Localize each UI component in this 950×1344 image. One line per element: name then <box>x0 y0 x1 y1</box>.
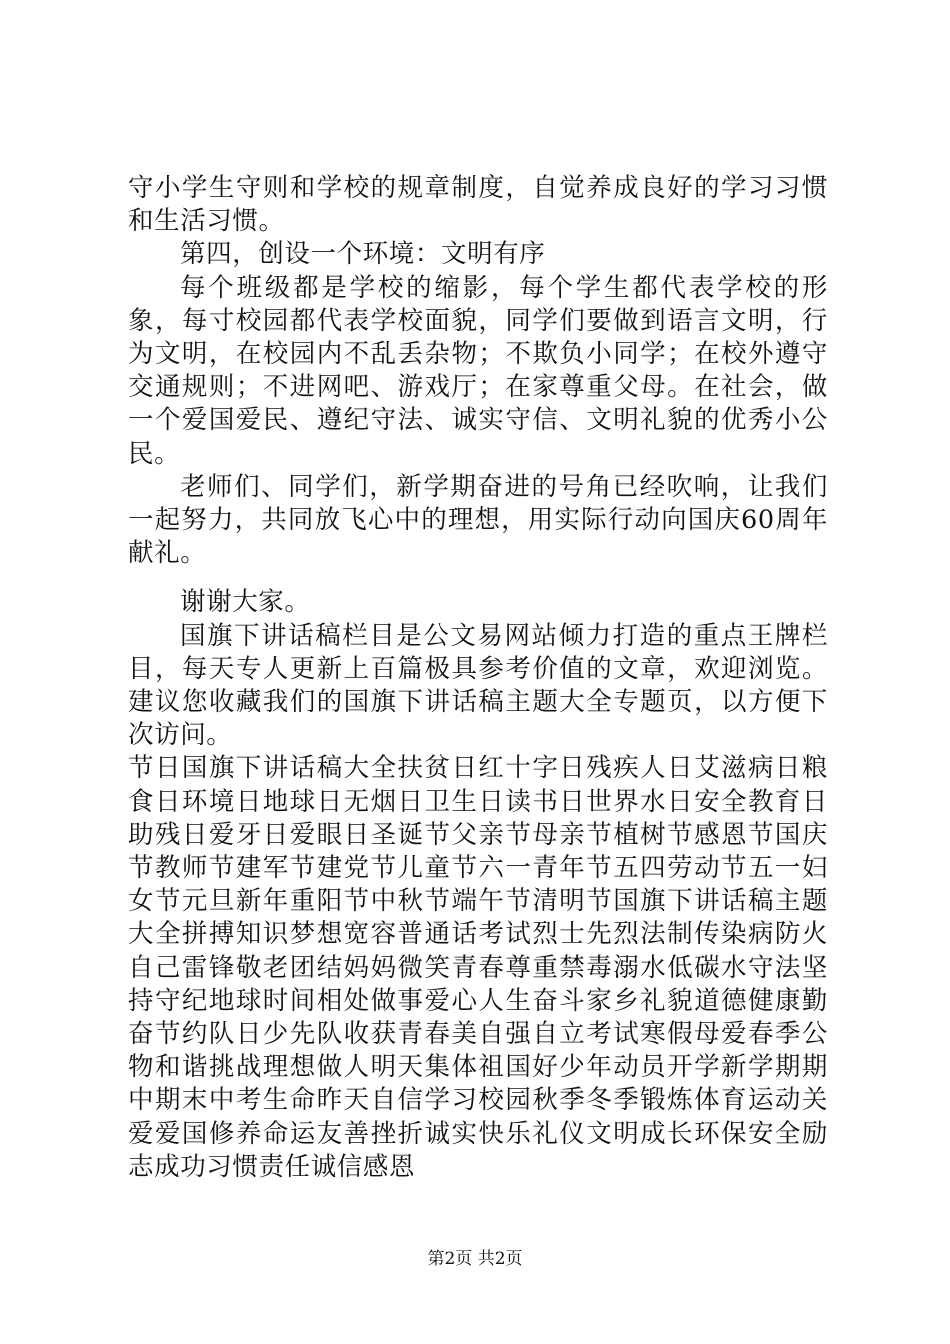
paragraph-continuation: 守小学生守则和学校的规章制度，自觉养成良好的学习习惯和生活习惯。 <box>128 173 828 237</box>
document-body <box>128 172 828 1184</box>
site-notice-paragraph: 国旗下讲话稿栏目是公文易网站倾力打造的重点王牌栏目，每天专人更新上百篇极具参考价值的文章，欢迎浏览。建议您收藏我们的国旗下讲话稿主题大全专题页，以方便下次访问。 <box>128 620 828 751</box>
paragraph: 老师们、同学们，新学期奋进的号角已经吹响，让我们一起努力，共同放飞心中的理想，用实际行动向国庆60周年献礼。 <box>128 471 828 569</box>
page-number: 第2页 共2页 <box>427 1249 523 1269</box>
section-heading: 第四，创设一个环境：文明有序 <box>180 239 546 270</box>
topic-list-paragraph: 节日国旗下讲话稿大全扶贫日红十字日残疾人日艾滋病日粮食日环境日地球日无烟日卫生日读书日世界水日安全教育日助残日爱牙日爱眼日圣诞节父亲节母亲节植树节感恩节国庆节教师节建军节建党节儿童节六一青年节五四劳动节五一妇女节元旦新年重阳节中秋节端午节清明节国旗下讲话稿主题大全拼搏知识梦想宽容普通话考试烈士先烈法制传染病防火自己雷锋敬老团结妈妈微笑青春尊重禁毒溺水低碳水守法坚持守纪地球时间相处做事爱心人生奋斗家乡礼貌道德健康勤奋节约队日少先队收获青春美自强自立考试寒假母爱春季公物和谐挑战理想做人明天集体祖国好少年动员开学新学期期中期末中考生命昨天自信学习校园秋季冬季锻炼体育运动关爱爱国修养命运友善挫折诚实快乐礼仪文明成长环保安全励志成功习惯责任诚信感恩 <box>128 753 828 1182</box>
paragraph: 每个班级都是学校的缩影，每个学生都代表学校的形象，每寸校园都代表学校面貌，同学们要做到语言文明，行为文明，在校园内不乱丢杂物；不欺负小同学；在校外遵守交通规则；不进网吧、游戏厅；在家尊重父母。在社会，做一个爱国爱民、遵纪守法、诚实守信、文明礼貌的优秀小公民。 <box>128 272 828 469</box>
closing-line: 谢谢大家。 <box>180 587 311 618</box>
